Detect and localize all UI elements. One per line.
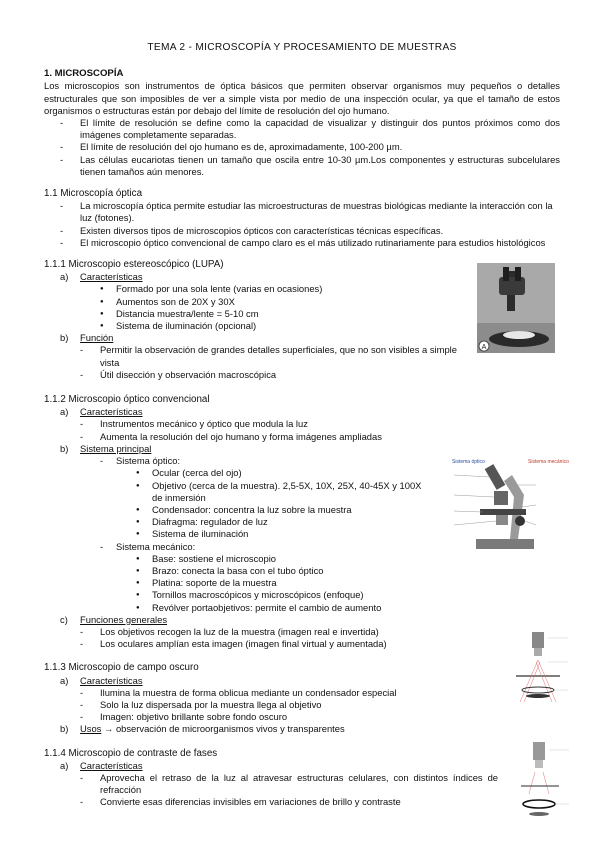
- subsection-label: a) Características: [60, 759, 143, 771]
- subsection-label: b) Usos → observación de microorganismos vivos y transparentes: [60, 723, 345, 735]
- subsection-label: a) Características: [60, 271, 143, 283]
- optical-system-label: Sistema óptico: [452, 459, 485, 465]
- bullet-list: [44, 687, 560, 724]
- bullet-list: [44, 553, 560, 614]
- list-item: ● Revólver portaobjetivos: permite el cambio de aumento: [44, 602, 560, 614]
- list-item: ● Ocular (cerca del ojo): [44, 467, 560, 479]
- list-item: - Útil disección y observación macroscópica: [44, 369, 560, 381]
- list-item: - Las células eucariotas tienen un tamaño que oscila entre 10-30 µm.Los componentes y estructuras subcelulares tienen tamaños aún menores.: [44, 154, 560, 178]
- bullet-list: [44, 626, 560, 650]
- stereo-microscope-image: [477, 263, 555, 353]
- list-item: ● Aumentos son de 20X y 30X: [44, 296, 560, 308]
- list-item: - Aumenta la resolución del ojo humano y forma imágenes ampliadas: [44, 431, 560, 443]
- figure-letter: A: [481, 344, 487, 351]
- section-heading: 1.1.2 Microscopio óptico convencional: [44, 394, 210, 406]
- microscope-diagram: [440, 455, 569, 555]
- section-heading: 1. MICROSCOPÍA: [44, 68, 124, 80]
- list-item: - Los oculares amplían esta imagen (imagen final virtual y aumentada): [44, 638, 560, 650]
- bullet-list: [44, 772, 560, 809]
- list-item: ● Formado por una sola lente (varias en ocasiones): [44, 283, 560, 295]
- dark-field-diagram: [512, 632, 572, 710]
- list-item: - Ilumina la muestra de forma oblicua mediante un condensador especial: [44, 687, 560, 699]
- document-title: TEMA 2 - MICROSCOPÍA Y PROCESAMIENTO DE MUESTRAS: [147, 42, 457, 53]
- list-item: - La microscopía óptica permite estudiar las microestructuras de muestras biológicas mediante la interacción con la luz (fotones).: [44, 200, 560, 224]
- mechanical-system-label: Sistema mecánico: [528, 459, 569, 465]
- list-item: ● Base: sostiene el microscopio: [44, 553, 560, 565]
- section-heading: 1.1.3 Microscopio de campo oscuro: [44, 662, 199, 674]
- list-item: ● Platina: soporte de la muestra: [44, 577, 560, 589]
- list-item: - Permitir la observación de grandes detalles superficiales, que no son visibles a simple vista: [44, 344, 560, 368]
- document-page: [44, 42, 560, 809]
- list-item: ● Brazo: conecta la basa con el tubo óptico: [44, 565, 560, 577]
- list-item: - El microscopio óptico convencional de campo claro es el más utilizado rutinariamente para estudios histológicos: [44, 237, 560, 249]
- subsection-label: b) Sistema principal: [60, 442, 152, 454]
- list-item: ● Distancia muestra/lente = 5-10 cm: [44, 308, 560, 320]
- list-item: - Instrumentos mecánico y óptico que modula la luz: [44, 418, 560, 430]
- list-item: - Aprovecha el retraso de la luz al atravesar estructuras celulares, con distintos índices de refracción: [44, 772, 560, 796]
- list-item: - Los objetivos recogen la luz de la muestra (imagen real e invertida): [44, 626, 560, 638]
- list-item: - Sistema óptico:: [44, 455, 560, 467]
- list-item: - Solo la luz dispersada por la muestra llega al objetivo: [44, 699, 560, 711]
- bullet-list: [44, 200, 560, 249]
- list-item: ● Sistema de iluminación: [44, 528, 560, 540]
- list-item: - El límite de resolución se define como la capacidad de visualizar y distinguir dos puntos próximos como dos imágenes completamente separadas.: [44, 117, 560, 141]
- list-item: - Sistema mecánico:: [44, 541, 560, 553]
- subsection-label: a) Características: [60, 406, 143, 418]
- intro-paragraph: Los microscopios son instrumentos de óptica básicos que permiten observar organismos muy pequeños o detalles estructurales que son imposibles de ver a simple vista por medio de una inspección ocular, ya que el tamaño de estos organismos o estructuras están por debajo del límite de resolución del ojo humano.: [44, 80, 560, 116]
- section-heading: 1.1.4 Microscopio de contraste de fases: [44, 747, 218, 759]
- bullet-list: [44, 117, 560, 178]
- subsection-label: c) Funciones generales: [60, 613, 168, 625]
- section-heading: 1.1.1 Microscopio estereoscópico (LUPA): [44, 259, 224, 271]
- list-item: ● Diafragma: regulador de luz: [44, 516, 560, 528]
- subsection-label: b) Función: [60, 332, 114, 344]
- list-item: - Convierte esas diferencias invisibles em variaciones de brillo y contraste: [44, 796, 560, 808]
- list-item: ● Sistema de iluminación (opcional): [44, 320, 560, 332]
- list-item: ● Tornillos macroscópicos y microscópicos (enfoque): [44, 589, 560, 601]
- bullet-list: [44, 418, 560, 442]
- phase-contrast-diagram: [515, 742, 573, 822]
- list-item: ● Condensador: concentra la luz sobre la muestra: [44, 504, 560, 516]
- list-item: ● Objetivo (cerca de la muestra). 2,5-5X, 10X, 25X, 40-45X y 100X de inmersión: [44, 480, 560, 504]
- subsection-label: a) Características: [60, 674, 143, 686]
- section-heading: 1.1 Microscopía óptica: [44, 188, 143, 200]
- list-item: - Existen diversos tipos de microscopios ópticos con características técnicas específicas.: [44, 225, 560, 237]
- list-item: - El límite de resolución del ojo humano es de, aproximadamente, 100-200 µm.: [44, 141, 560, 153]
- list-item: - Imagen: objetivo brillante sobre fondo oscuro: [44, 711, 560, 723]
